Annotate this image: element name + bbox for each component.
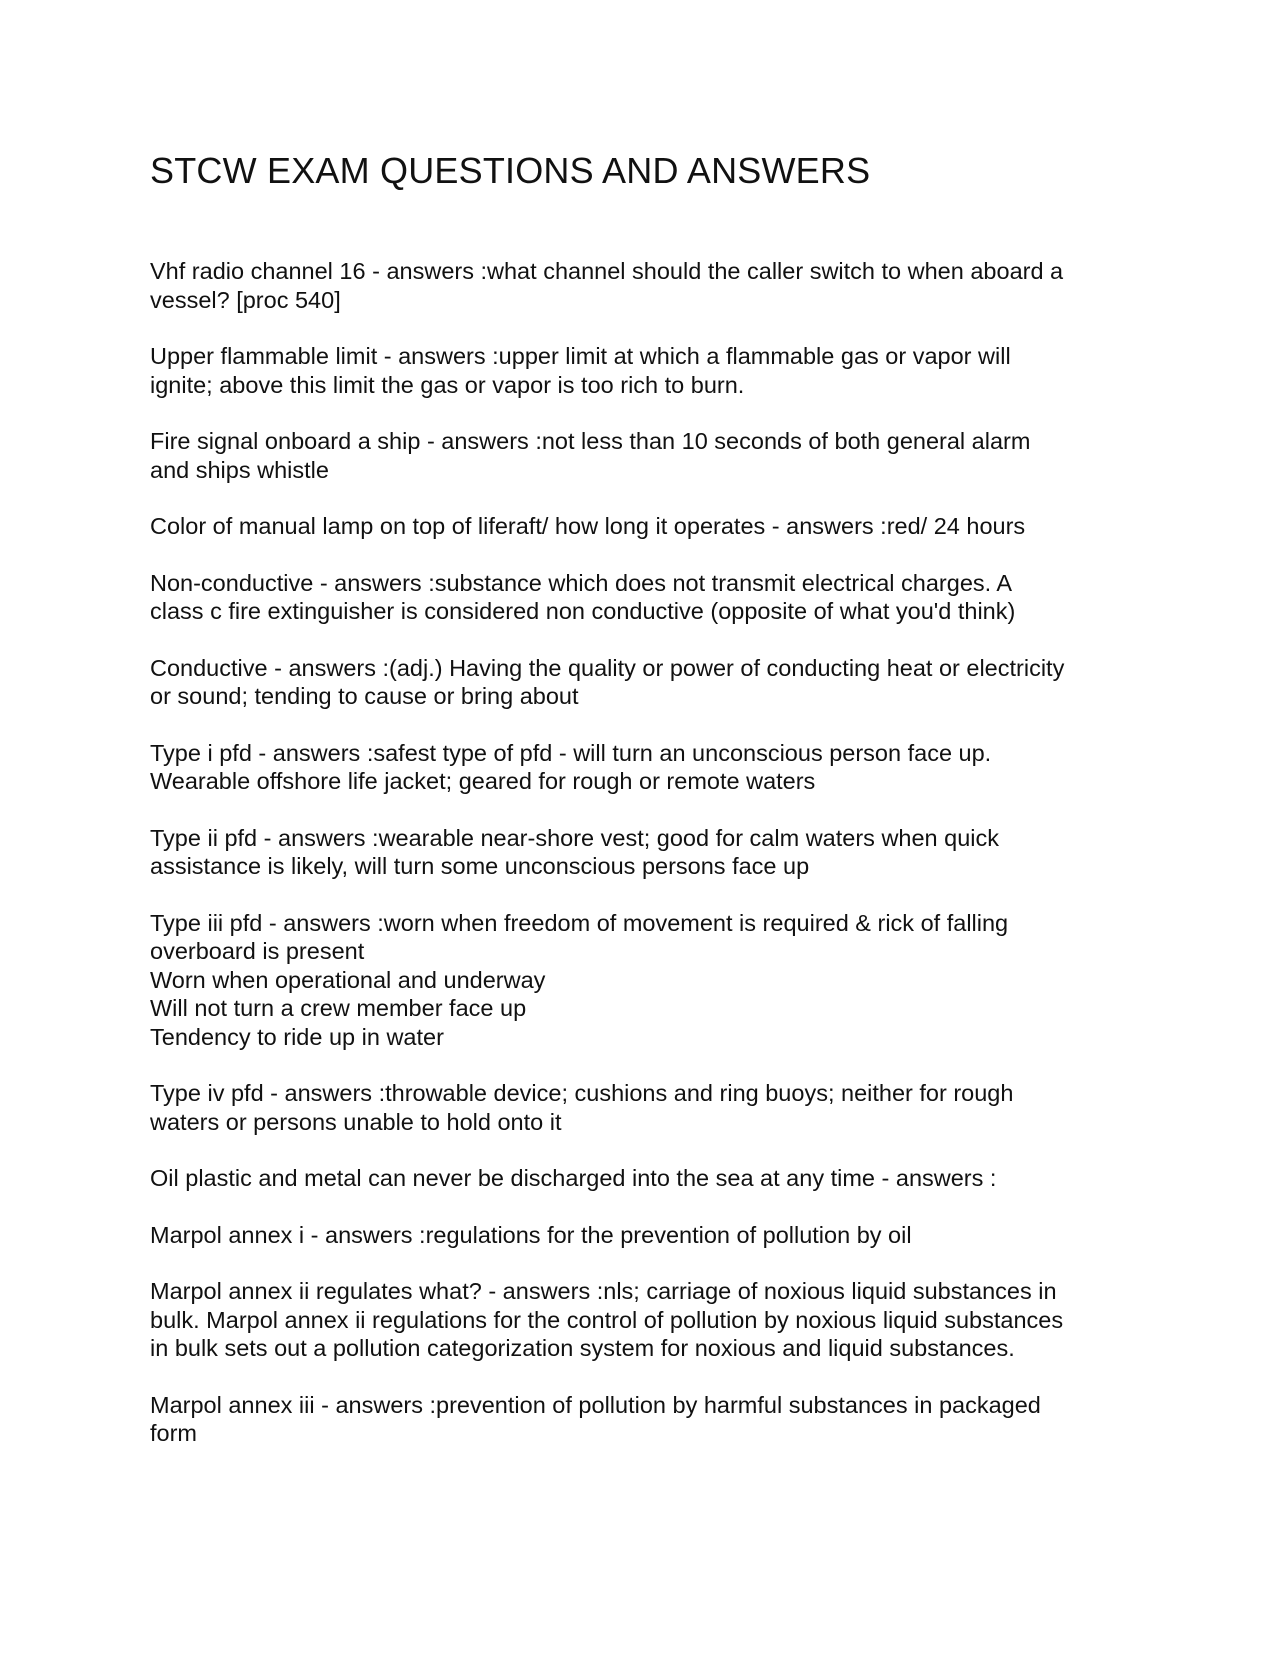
qa-entry-line: waters or persons unable to hold onto it xyxy=(150,1108,562,1135)
qa-entry xyxy=(150,1391,1140,1448)
qa-entry xyxy=(150,569,1140,626)
qa-entry xyxy=(150,1079,1140,1136)
qa-entry-line: Worn when operational and underway xyxy=(150,966,546,993)
qa-entry-line: ignite; above this limit the gas or vapor is too rich to burn. xyxy=(150,371,745,398)
qa-entry xyxy=(150,654,1140,711)
qa-entry-line: or sound; tending to cause or bring about xyxy=(150,683,579,710)
qa-entry xyxy=(150,427,1140,484)
qa-entry-line: Wearable offshore life jacket; geared for rough or remote waters xyxy=(150,768,816,795)
qa-entry-line: Tendency to ride up in water xyxy=(150,1023,444,1050)
qa-entry-line: Marpol annex i - answers :regulations for the prevention of pollution by oil xyxy=(150,1221,912,1248)
qa-entry xyxy=(150,512,1140,541)
qa-entry-line: Marpol annex ii regulates what? - answers :nls; carriage of noxious liquid substances in xyxy=(150,1278,1057,1305)
qa-entry-line: Type iv pfd - answers :throwable device; cushions and ring buoys; neither for rough xyxy=(150,1080,1014,1107)
qa-entry-line: Oil plastic and metal can never be discharged into the sea at any time - answers : xyxy=(150,1165,997,1192)
qa-entry-line: assistance is likely, will turn some unconscious persons face up xyxy=(150,853,810,880)
qa-entry-line: Type ii pfd - answers :wearable near-shore vest; good for calm waters when quick xyxy=(150,824,1000,851)
qa-entry xyxy=(150,257,1140,314)
qa-entry-line: Marpol annex iii - answers :prevention of pollution by harmful substances in packaged xyxy=(150,1391,1041,1418)
qa-entry-line: Vhf radio channel 16 - answers :what channel should the caller switch to when aboard a xyxy=(150,258,1064,285)
qa-entry xyxy=(150,1277,1140,1363)
qa-entry xyxy=(150,342,1140,399)
qa-entry-line: Conductive - answers :(adj.) Having the quality or power of conducting heat or electricity xyxy=(150,654,1065,681)
qa-entry-line: Non-conductive - answers :substance which does not transmit electrical charges. A xyxy=(150,569,1013,596)
document-page xyxy=(150,150,1140,1476)
qa-entry-line: bulk. Marpol annex ii regulations for the control of pollution by noxious liquid substances xyxy=(150,1306,1064,1333)
qa-entry xyxy=(150,824,1140,881)
qa-entry-line: vessel? [proc 540] xyxy=(150,286,341,313)
qa-entry-line: Type i pfd - answers :safest type of pfd - will turn an unconscious person face up. xyxy=(150,739,992,766)
qa-entry-line: Color of manual lamp on top of liferaft/ how long it operates - answers :red/ 24 hours xyxy=(150,513,1026,540)
qa-entry-line: and ships whistle xyxy=(150,456,329,483)
qa-entry-line: Upper flammable limit - answers :upper limit at which a flammable gas or vapor will xyxy=(150,343,1011,370)
qa-entry-line: in bulk sets out a pollution categorization system for noxious and liquid substances. xyxy=(150,1335,1015,1362)
qa-entry-line: overboard is present xyxy=(150,938,365,965)
qa-list xyxy=(150,257,1140,1448)
qa-entry xyxy=(150,909,1140,1052)
qa-entry-line: form xyxy=(150,1420,197,1447)
qa-entry xyxy=(150,1164,1140,1193)
qa-entry xyxy=(150,1221,1140,1250)
qa-entry xyxy=(150,739,1140,796)
document-title: STCW EXAM QUESTIONS AND ANSWERS xyxy=(150,150,871,191)
qa-entry-line: Type iii pfd - answers :worn when freedom of movement is required & rick of falling xyxy=(150,909,1009,936)
qa-entry-line: Will not turn a crew member face up xyxy=(150,995,527,1022)
qa-entry-line: class c fire extinguisher is considered non conductive (opposite of what you'd think) xyxy=(150,598,1016,625)
qa-entry-line: Fire signal onboard a ship - answers :not less than 10 seconds of both general alarm xyxy=(150,428,1031,455)
